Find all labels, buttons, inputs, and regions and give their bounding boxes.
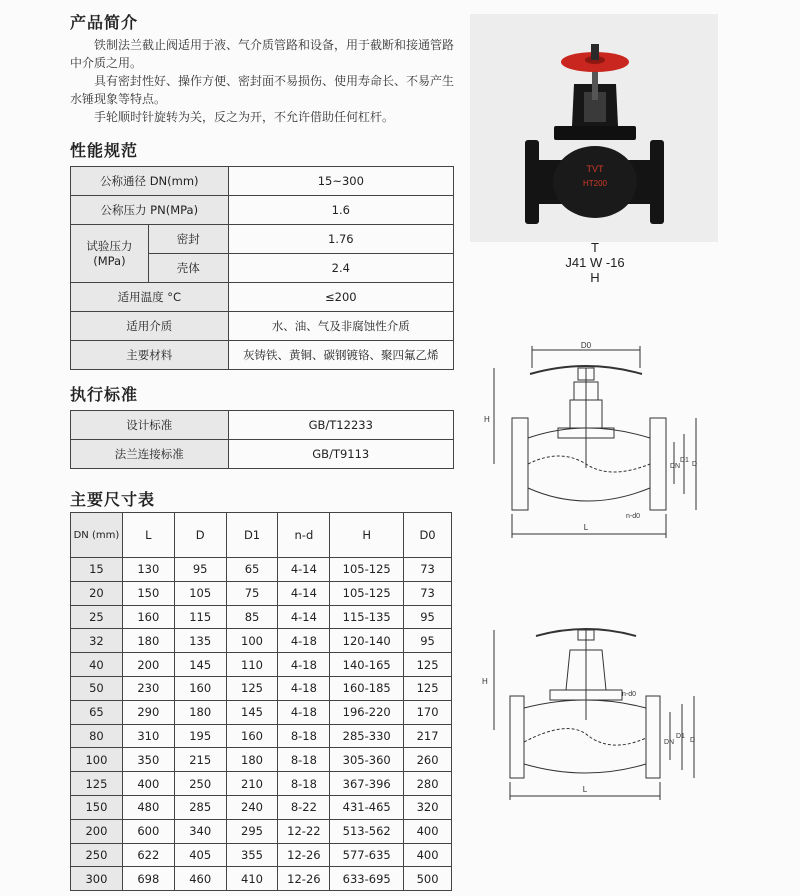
dim-label-d: D [692, 461, 698, 468]
cell-h: 285-330 [330, 724, 404, 748]
dimensions-title: 主要尺寸表 [70, 490, 156, 509]
cell-l: 200 [122, 653, 174, 677]
cell-d: 195 [174, 724, 226, 748]
cell-d1: 110 [226, 653, 278, 677]
cell-d1: 65 [226, 558, 278, 582]
intro-text [70, 36, 455, 126]
dim-label-d: D [690, 737, 696, 744]
cell-l: 400 [122, 772, 174, 796]
cell-d0: 73 [404, 581, 452, 605]
cell-d: 285 [174, 795, 226, 819]
cell-nd: 4-14 [278, 581, 330, 605]
cell-d0: 260 [404, 748, 452, 772]
cell-l: 230 [122, 676, 174, 700]
standards-row [71, 411, 454, 440]
valve-body-text: HT200 [582, 179, 608, 188]
cell-l: 130 [122, 558, 174, 582]
cell-nd: 4-18 [278, 629, 330, 653]
cell-d1: 355 [226, 843, 278, 867]
spec-label: 公称压力 PN(MPa) [71, 196, 229, 225]
cell-h: 513-562 [330, 819, 404, 843]
dim-label-d1: D1 [680, 457, 689, 464]
cell-dn: 300 [71, 867, 123, 891]
cell-d0: 95 [404, 605, 452, 629]
spec-row [71, 341, 454, 370]
header-d1: D1 [226, 513, 278, 558]
spec-value: 15~300 [228, 167, 453, 196]
cell-nd: 12-26 [278, 843, 330, 867]
dimensions-header-row [71, 513, 452, 558]
cell-dn: 250 [71, 843, 123, 867]
dim-label-l: L [582, 785, 588, 794]
cell-d1: 85 [226, 605, 278, 629]
cell-dn: 40 [71, 653, 123, 677]
caption-line: H [590, 270, 600, 285]
cell-d0: 320 [404, 795, 452, 819]
cell-d0: 400 [404, 843, 452, 867]
dimensions-row [71, 819, 452, 843]
cell-d0: 500 [404, 867, 452, 891]
spec-value: 水、油、气及非腐蚀性介质 [228, 312, 453, 341]
dimensions-table [70, 512, 452, 891]
cell-d: 160 [174, 676, 226, 700]
dim-label-d0: D0 [580, 341, 592, 350]
standards-table [70, 410, 454, 469]
dimensions-row [71, 724, 452, 748]
cell-l: 180 [122, 629, 174, 653]
cell-d0: 95 [404, 629, 452, 653]
cell-d0: 125 [404, 653, 452, 677]
dimensions-row [71, 772, 452, 796]
cell-nd: 8-18 [278, 772, 330, 796]
spec-value: 2.4 [228, 254, 453, 283]
cell-h: 115-135 [330, 605, 404, 629]
dimensions-row [71, 843, 452, 867]
cell-d: 135 [174, 629, 226, 653]
cell-dn: 25 [71, 605, 123, 629]
header-nd: n-d [278, 513, 330, 558]
cell-dn: 50 [71, 676, 123, 700]
cell-h: 431-465 [330, 795, 404, 819]
cell-l: 350 [122, 748, 174, 772]
cell-l: 622 [122, 843, 174, 867]
header-d0: D0 [404, 513, 452, 558]
intro-paragraph: 具有密封性好、操作方便、密封面不易损伤、使用寿命长、不易产生水锤现象等特点。 [70, 74, 455, 106]
cell-l: 160 [122, 605, 174, 629]
cell-d1: 240 [226, 795, 278, 819]
cell-nd: 4-18 [278, 653, 330, 677]
test-pressure-unit: (MPa) [93, 253, 126, 268]
photo-caption [540, 240, 650, 285]
cell-nd: 8-18 [278, 748, 330, 772]
cell-l: 290 [122, 700, 174, 724]
spec-label: 壳体 [148, 254, 228, 283]
cell-d: 95 [174, 558, 226, 582]
valve-drawing-2 [470, 610, 730, 810]
dimensions-row [71, 558, 452, 582]
cell-h: 577-635 [330, 843, 404, 867]
cell-nd: 4-18 [278, 676, 330, 700]
cell-l: 698 [122, 867, 174, 891]
valve-photo [470, 14, 718, 242]
header-dn: DN (mm) [71, 513, 123, 558]
cell-d: 105 [174, 581, 226, 605]
cell-h: 305-360 [330, 748, 404, 772]
dimensions-row [71, 581, 452, 605]
cell-h: 105-125 [330, 581, 404, 605]
spec-title: 性能规范 [70, 141, 139, 160]
spec-row [71, 312, 454, 341]
cell-d0: 125 [404, 676, 452, 700]
cell-h: 367-396 [330, 772, 404, 796]
cell-nd: 12-26 [278, 867, 330, 891]
cell-d1: 180 [226, 748, 278, 772]
intro-paragraph: 手轮顺时针旋转为关，反之为开，不允许借助任何杠杆。 [94, 110, 395, 124]
cell-dn: 65 [71, 700, 123, 724]
cell-d: 215 [174, 748, 226, 772]
cell-h: 160-185 [330, 676, 404, 700]
cell-nd: 8-22 [278, 795, 330, 819]
cell-d1: 160 [226, 724, 278, 748]
cell-d1: 145 [226, 700, 278, 724]
cell-l: 150 [122, 581, 174, 605]
dimensions-row [71, 867, 452, 891]
spec-value: 灰铸铁、黄铜、碳钢镀铬、聚四氟乙烯 [228, 341, 453, 370]
dim-label-h: H [482, 677, 488, 686]
spec-row [71, 196, 454, 225]
spec-label: 适用温度 °C [71, 283, 229, 312]
cell-dn: 200 [71, 819, 123, 843]
cell-h: 105-125 [330, 558, 404, 582]
intro-title: 产品简介 [70, 13, 139, 32]
cell-d1: 125 [226, 676, 278, 700]
cell-d0: 217 [404, 724, 452, 748]
dimensions-row [71, 605, 452, 629]
cell-nd: 4-14 [278, 605, 330, 629]
cell-d1: 210 [226, 772, 278, 796]
cell-d: 340 [174, 819, 226, 843]
dimensions-row [71, 676, 452, 700]
cell-d: 115 [174, 605, 226, 629]
dim-label-l: L [583, 523, 589, 532]
dimensions-row [71, 629, 452, 653]
standards-value: GB/T12233 [228, 411, 453, 440]
cell-d0: 280 [404, 772, 452, 796]
test-pressure-text: 试验压力 [86, 238, 133, 253]
cell-d1: 410 [226, 867, 278, 891]
spec-row [71, 225, 454, 254]
cell-d0: 400 [404, 819, 452, 843]
dim-label-nd0: n-d0 [622, 691, 637, 698]
dim-label-nd0: n-d0 [626, 513, 641, 520]
dim-label-dn: DN [664, 739, 675, 746]
cell-h: 633-695 [330, 867, 404, 891]
cell-nd: 4-14 [278, 558, 330, 582]
valve-drawing-1 [470, 338, 730, 544]
header-l: L [122, 513, 174, 558]
dim-label-dn: DN [670, 463, 681, 470]
spec-row [71, 283, 454, 312]
valve-body-text: TVT [586, 164, 604, 174]
dimensions-body [71, 513, 452, 891]
header-d: D [174, 513, 226, 558]
cell-l: 310 [122, 724, 174, 748]
cell-d0: 170 [404, 700, 452, 724]
dimensions-row [71, 700, 452, 724]
cell-nd: 8-18 [278, 724, 330, 748]
spec-label: 适用介质 [71, 312, 229, 341]
standards-title: 执行标准 [70, 385, 139, 404]
spec-value: 1.76 [228, 225, 453, 254]
cell-dn: 125 [71, 772, 123, 796]
standards-value: GB/T9113 [228, 440, 453, 469]
standards-label: 法兰连接标准 [71, 440, 229, 469]
cell-dn: 100 [71, 748, 123, 772]
caption-line: J41 W -16 [565, 255, 625, 270]
standards-row [71, 440, 454, 469]
cell-d1: 100 [226, 629, 278, 653]
cell-d0: 73 [404, 558, 452, 582]
cell-dn: 15 [71, 558, 123, 582]
spec-label: 密封 [148, 225, 228, 254]
cell-h: 140-165 [330, 653, 404, 677]
test-pressure-label [71, 225, 149, 283]
dimensions-row [71, 748, 452, 772]
cell-d: 460 [174, 867, 226, 891]
dimensions-row [71, 653, 452, 677]
intro-paragraph: 铁制法兰截止阀适用于液、气介质管路和设备，用于截断和接通管路中介质之用。 [70, 38, 455, 70]
spec-table [70, 166, 454, 370]
cell-dn: 150 [71, 795, 123, 819]
cell-d1: 295 [226, 819, 278, 843]
cell-h: 196-220 [330, 700, 404, 724]
cell-d: 180 [174, 700, 226, 724]
spec-label: 公称通径 DN(mm) [71, 167, 229, 196]
cell-dn: 32 [71, 629, 123, 653]
cell-l: 600 [122, 819, 174, 843]
dim-label-d1: D1 [676, 733, 685, 740]
cell-d: 405 [174, 843, 226, 867]
dim-label-h: H [484, 415, 490, 424]
dimensions-row [71, 795, 452, 819]
spec-row [71, 167, 454, 196]
spec-value: 1.6 [228, 196, 453, 225]
standards-label: 设计标准 [71, 411, 229, 440]
header-h: H [330, 513, 404, 558]
cell-nd: 4-18 [278, 700, 330, 724]
spec-value: ≤200 [228, 283, 453, 312]
spec-label: 主要材料 [71, 341, 229, 370]
cell-d: 250 [174, 772, 226, 796]
cell-nd: 12-22 [278, 819, 330, 843]
cell-h: 120-140 [330, 629, 404, 653]
cell-d1: 75 [226, 581, 278, 605]
caption-line: T [591, 240, 599, 255]
cell-dn: 80 [71, 724, 123, 748]
cell-l: 480 [122, 795, 174, 819]
cell-dn: 20 [71, 581, 123, 605]
cell-d: 145 [174, 653, 226, 677]
